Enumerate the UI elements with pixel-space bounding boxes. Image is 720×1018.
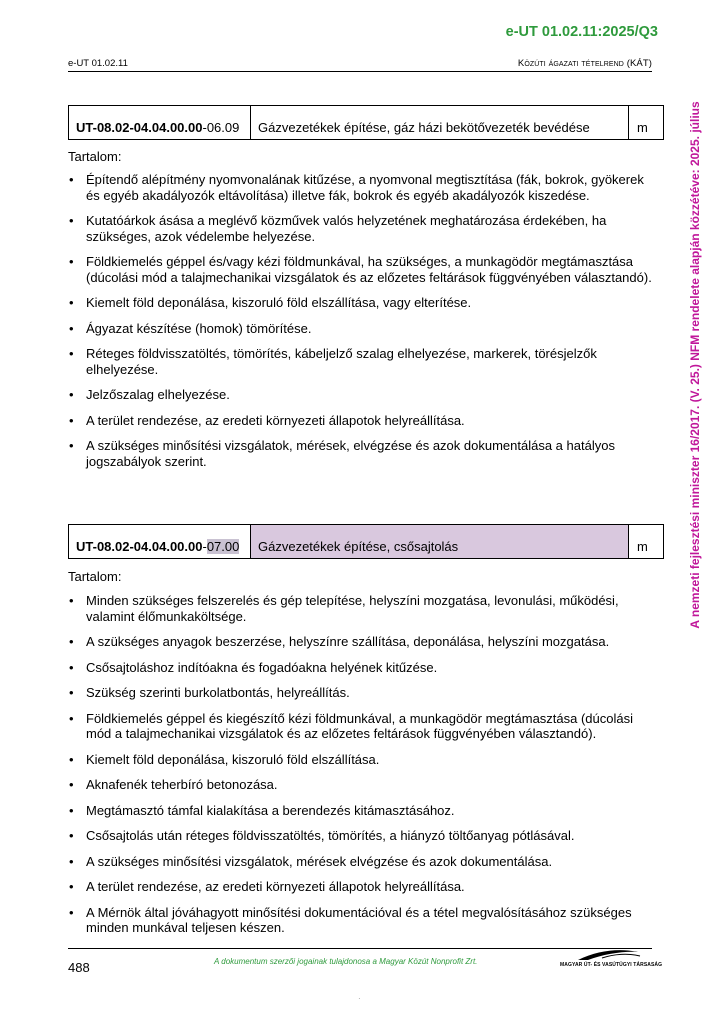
item-code-suffix: -06.09	[202, 120, 240, 135]
item-description: Gázvezetékek építése, csősajtolás	[251, 525, 629, 558]
bullet-item: • Aknafenék teherbíró betonozása.	[68, 777, 658, 793]
bullet-item: • Csősajtolás után réteges földvisszatöltés, tömörítés, a hiányzó töltőanyag pótlásával.	[68, 828, 658, 844]
bullet-item: • A szükséges anyagok beszerzése, helyszínre szállítása, deponálása, helyszíni mozgatása.	[68, 634, 658, 650]
copyright-notice: A dokumentum szerzői jogainak tulajdonosa a Magyar Közút Nonprofit Zrt.	[214, 957, 478, 966]
item-table-1	[68, 105, 664, 140]
bullet-item: • Minden szükséges felszerelés és gép telepítése, helyszíni mozgatása, levonulási, működési, valamint élőmunkaköltsége.	[68, 593, 658, 624]
content-label: Tartalom:	[68, 149, 122, 164]
item-code-cell	[69, 106, 251, 139]
bullet-item: • Réteges földvisszatöltés, tömörítés, kábeljelző szalag elhelyezése, markerek, törésjelzők elhelyezése.	[68, 346, 658, 377]
bullet-list-1	[68, 172, 658, 469]
bullet-item: • Kutatóárkok ásása a meglévő közművek valós helyzetének meghatározása érdekében, ha szükséges, azok védelembe helyezése.	[68, 213, 658, 244]
bullet-item: • Szükség szerinti burkolatbontás, helyreállítás.	[68, 685, 658, 701]
item-code-cell	[69, 525, 251, 558]
item-code: UT-08.02-04.04.00.00	[76, 120, 203, 135]
logo-text: MAGYAR ÚT- ÉS VASÚTÜGYI TÁRSASÁG	[560, 962, 663, 968]
bullet-item: • A terület rendezése, az eredeti környezeti állapotok helyreállítása.	[68, 413, 658, 429]
bullet-item: • Kiemelt föld deponálása, kiszoruló föld elszállítása.	[68, 752, 658, 768]
bullet-item: • Jelzőszalag elhelyezése.	[68, 387, 658, 403]
page-number: 488	[68, 960, 90, 975]
bullet-item: • Földkiemelés géppel és kiegészítő kézi földmunkával, a munkagödör megtámasztása (dúcolási mód a talajmechanikai vizsgálatok és az előzetes feltárások függvényében választandó).	[68, 711, 658, 742]
item-code-dash: -	[202, 539, 207, 554]
content-label: Tartalom:	[68, 569, 122, 584]
bullet-item: • A szükséges minősítési vizsgálatok, mérések, elvégzése és azok dokumentálása a hatályos jogszabályok szerint.	[68, 438, 658, 469]
item-description: Gázvezetékek építése, gáz házi bekötővezeték bevédése	[251, 106, 629, 139]
bullet-item: • A szükséges minősítési vizsgálatok, mérések elvégzése és azok dokumentálása.	[68, 854, 658, 870]
bullet-item: • Kiemelt föld deponálása, kiszoruló föld elszállítása, vagy elterítése.	[68, 295, 658, 311]
page-dot: ·	[358, 994, 361, 1003]
bullet-item: • A terület rendezése, az eredeti környezeti állapotok helyreállítása.	[68, 879, 658, 895]
bullet-list-2	[68, 593, 658, 936]
bullet-item: • Földkiemelés géppel és/vagy kézi földmunkával, ha szükséges, a munkagödör megtámasztása (dúcolási mód a talajmechanikai vizsgálatok és az előzetes feltárások függvényében választandó).	[68, 254, 658, 285]
header-right: Közúti ágazati tételrend (KÁT)	[517, 58, 652, 69]
side-note	[686, 100, 704, 630]
header-left: e-UT 01.02.11	[68, 58, 128, 69]
bullet-item: • A Mérnök által jóváhagyott minősítési dokumentációval és a tétel megvalósításához szükséges minden munkával teljesen készen.	[68, 905, 658, 936]
item-unit: m	[637, 539, 648, 554]
bullet-item: • Megtámasztó támfal kialakítása a berendezés kitámasztásához.	[68, 803, 658, 819]
bullet-item: • Csősajtoláshoz indítóakna és fogadóakna helyének kitűzése.	[68, 660, 658, 676]
company-logo	[558, 948, 663, 972]
item-code: UT-08.02-04.04.00.00	[76, 539, 203, 554]
logo-swoosh-icon	[558, 948, 654, 962]
doc-code: e-UT 01.02.11:2025/Q3	[505, 24, 658, 40]
side-note-text: A nemzeti fejlesztési miniszter 16/2017. (V. 25.) NFM rendelete alapján közzétéve: 2025. július	[688, 101, 702, 629]
bullet-item: • Ágyazat készítése (homok) tömörítése.	[68, 321, 658, 337]
item-table-2	[68, 524, 664, 559]
item-code-suffix: 07.00	[206, 539, 240, 554]
item-unit: m	[637, 120, 648, 135]
header-rule	[68, 71, 652, 72]
bullet-item: • Építendő alépítmény nyomvonalának kitűzése, a nyomvonal megtisztítása (fák, bokrok, gyökerek és egyéb akadályozók eltávolítása) illetve fák, bokrok és egyéb akadályozók kiszedése.	[68, 172, 658, 203]
